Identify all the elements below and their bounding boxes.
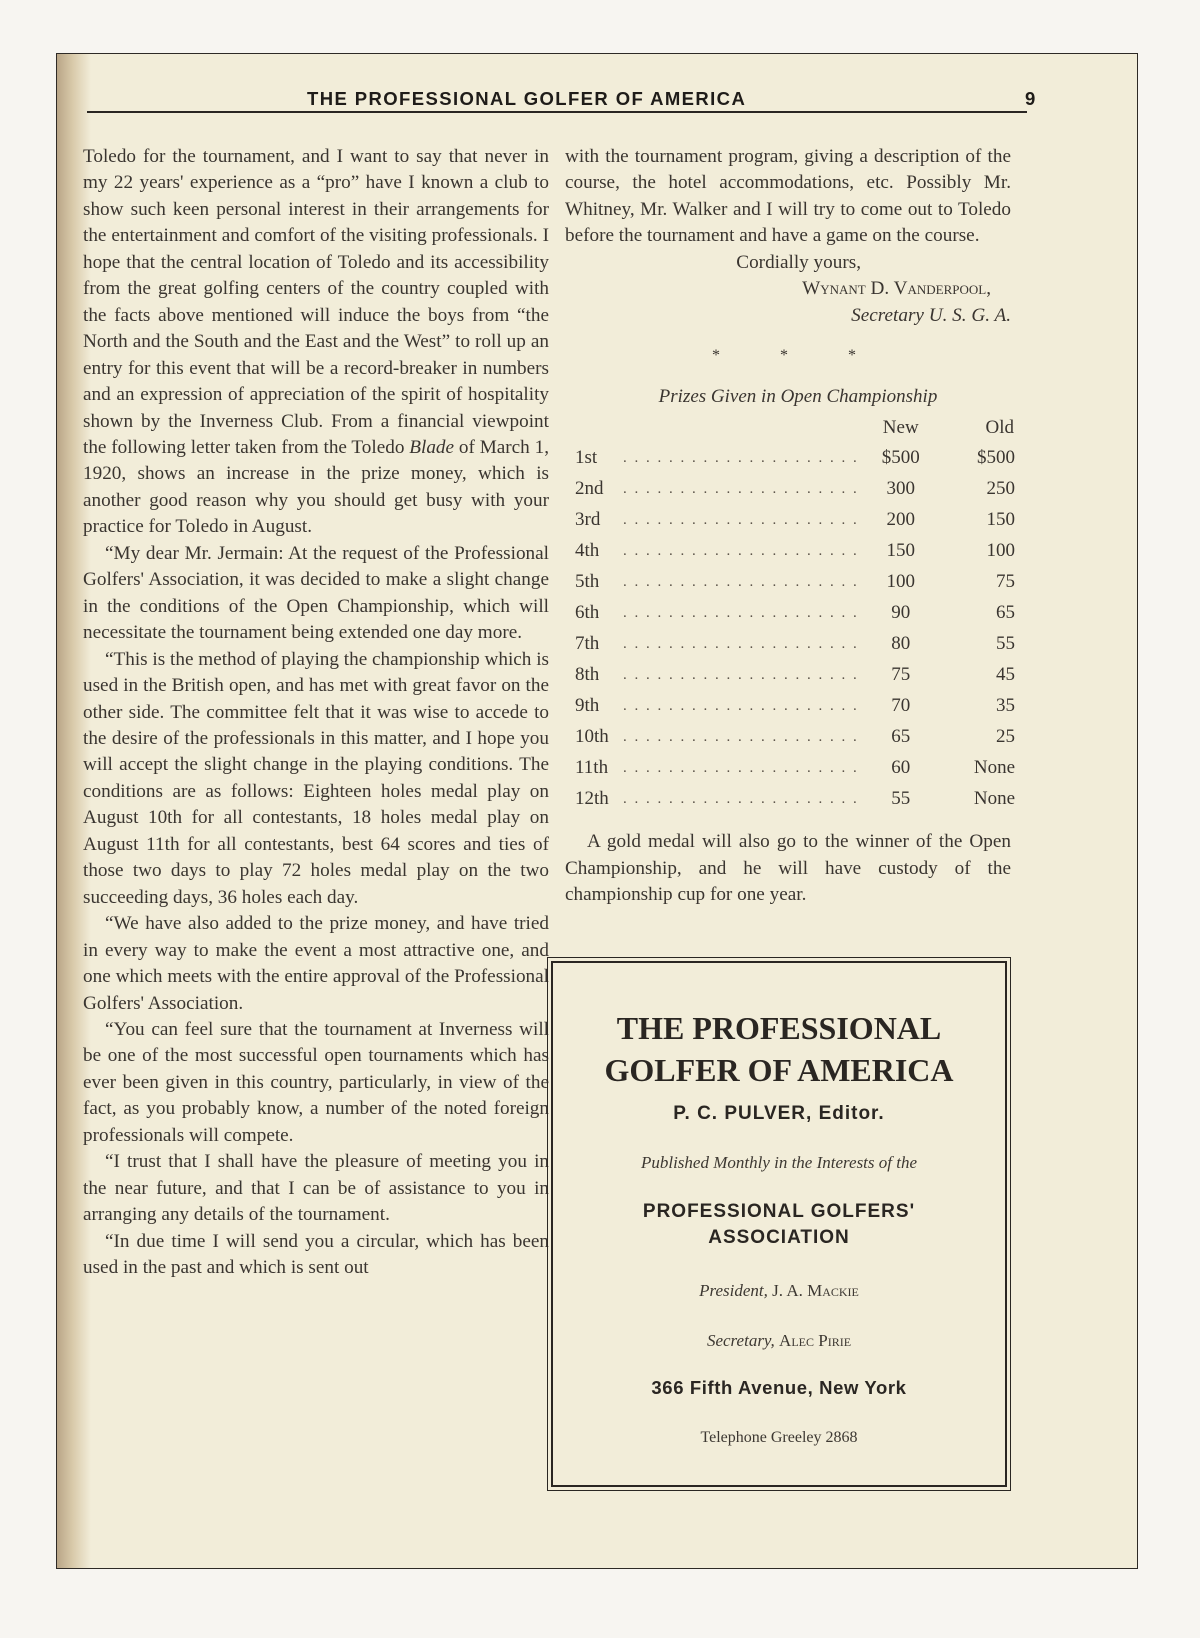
signature xyxy=(565,276,1011,302)
paragraph: “My dear Mr. Jermain: At the request of the Professional Golfers' Association, it was decided to make a slight change in the conditions of the Open Championship, which will necessitate the tournament being extended one day more. xyxy=(83,542,549,644)
prizes-heading: Prizes Given in Open Championship xyxy=(658,385,938,407)
prize-old-amount: None xyxy=(973,788,1015,810)
prize-place: 8th xyxy=(575,664,600,686)
letter-closing: Cordially yours, xyxy=(736,251,861,273)
leader-dots: . . . . . . . . . . . . . . . . . . . . . xyxy=(623,512,859,529)
masthead-title-line: THE PROFESSIONAL xyxy=(616,1010,942,1046)
running-header-title: THE PROFESSIONAL GOLFER OF AMERICA xyxy=(307,88,747,109)
prize-old-amount: 25 xyxy=(996,726,1015,748)
prize-place: 10th xyxy=(575,726,609,748)
prize-old-amount: 100 xyxy=(986,540,1015,562)
masthead-title xyxy=(553,1007,1005,1091)
prize-new-amount: $500 xyxy=(881,447,920,469)
paragraph-text: of March 1, 1920, shows an increase in the prize money, which is another good reason why you should get busy with your practice for Toledo in August. xyxy=(83,436,550,538)
prize-row xyxy=(575,443,1015,474)
prize-old-amount: $500 xyxy=(977,447,1015,469)
prize-row xyxy=(575,784,1015,815)
column-header-old: Old xyxy=(985,417,1014,439)
masthead-association xyxy=(553,1199,1005,1251)
prize-new-amount: 200 xyxy=(886,509,915,531)
leader-dots: . . . . . . . . . . . . . . . . . . . . . xyxy=(623,636,859,653)
leader-dots: . . . . . . . . . . . . . . . . . . . . . xyxy=(623,543,859,560)
prize-place: 3rd xyxy=(575,509,601,531)
right-column xyxy=(565,144,1015,908)
masthead-box xyxy=(551,961,1007,1487)
prize-place: 7th xyxy=(575,633,600,655)
prize-row xyxy=(575,598,1015,629)
prizes-table xyxy=(575,414,1015,815)
prize-new-amount: 70 xyxy=(891,695,911,717)
prize-row xyxy=(575,474,1015,505)
prize-place: 9th xyxy=(575,695,600,717)
association-line: PROFESSIONAL GOLFERS' xyxy=(642,1201,916,1222)
masthead-editor: P. C. PULVER, Editor. xyxy=(673,1103,885,1124)
prize-row xyxy=(575,629,1015,660)
paragraph: “We have also added to the prize money, and have tried in every way to make the event a most attractive one, and one which meets with the entire approval of the Professional Golfers' Association. xyxy=(83,913,549,1014)
prize-place: 12th xyxy=(575,788,609,810)
masthead-title-line: GOLFER OF AMERICA xyxy=(604,1052,954,1088)
masthead-telephone: Telephone Greeley 2868 xyxy=(700,1429,858,1446)
paragraph: “This is the method of playing the championship which is used in the British open, and has met with great favor on the other side. The committee felt that it was wise to accede to the desire of the professionals in this matter, and I hope you will accept the slight change in the playing conditions. The conditions are as follows: Eighteen holes medal play on August 10th for all contestants, 18 holes medal play on August 11th for all contestants, best 64 scores and ties of those two days to play 72 holes medal play on the two succeeding days, 36 holes each day. xyxy=(83,648,549,908)
prize-place: 5th xyxy=(575,571,600,593)
masthead-secretary xyxy=(553,1331,1005,1351)
prize-old-amount: 75 xyxy=(996,571,1015,593)
prize-place: 4th xyxy=(575,540,600,562)
prize-old-amount: 250 xyxy=(986,478,1015,500)
prize-new-amount: 60 xyxy=(891,757,911,779)
prize-row xyxy=(575,691,1015,722)
prize-old-amount: 35 xyxy=(996,695,1015,717)
prize-row xyxy=(575,536,1015,567)
prize-place: 6th xyxy=(575,602,600,624)
prize-old-amount: 65 xyxy=(996,602,1015,624)
paragraph-text: Toledo for the tournament, and I want to say that never in my 22 years' experience as a “pro” have I known a club to show such keen personal interest in their arrangements for the entertainment and comfort of the visiting professionals. I hope that the central location of Toledo and its accessibility from the great golfing centers of the country coupled with the facts above mentioned will induce the boys from “the North and the South and the East and the West” to roll up an entry for this event that will be a record-breaker in numbers and an expression of appreciation of the spirit of hospitality shown by the Inverness Club. From a financial viewpoint the following letter taken from the Toledo xyxy=(83,146,549,458)
masthead-president xyxy=(553,1281,1005,1301)
paragraph xyxy=(83,144,549,541)
prize-new-amount: 65 xyxy=(891,726,911,748)
association-line: ASSOCIATION xyxy=(708,1227,850,1248)
leader-dots: . . . . . . . . . . . . . . . . . . . . . xyxy=(623,729,859,746)
prize-place: 1st xyxy=(575,447,598,469)
secretary-name: Alec Pirie xyxy=(779,1331,852,1350)
prize-new-amount: 55 xyxy=(891,788,911,810)
prizes-table-header xyxy=(575,414,1015,443)
leader-dots: . . . . . . . . . . . . . . . . . . . . . xyxy=(623,481,859,498)
newspaper-name: Blade xyxy=(409,436,455,458)
prize-row xyxy=(575,722,1015,753)
paragraph: “In due time I will send you a circular, which has been used in the past and which is sent out xyxy=(83,1230,549,1279)
leader-dots: . . . . . . . . . . . . . . . . . . . . . xyxy=(623,667,859,684)
president-label: President, xyxy=(699,1281,768,1300)
header-rule xyxy=(87,111,1027,113)
prize-row xyxy=(575,505,1015,536)
page-number: 9 xyxy=(1025,88,1036,109)
prize-new-amount: 100 xyxy=(886,571,915,593)
leader-dots: . . . . . . . . . . . . . . . . . . . . . xyxy=(623,698,859,715)
letter-ending: with the tournament program, giving a description of the course, the hotel accommodations, etc. Possibly Mr. Whitney, Mr. Walker and I will try to come out to Toledo before the tournament and have a game on the course. xyxy=(565,146,1011,247)
leader-dots: . . . . . . . . . . . . . . . . . . . . . xyxy=(623,450,859,467)
leader-dots: . . . . . . . . . . . . . . . . . . . . . xyxy=(623,605,859,622)
leader-dots: . . . . . . . . . . . . . . . . . . . . . xyxy=(623,574,859,591)
prize-new-amount: 150 xyxy=(886,540,915,562)
prize-new-amount: 300 xyxy=(886,478,915,500)
prize-old-amount: None xyxy=(973,757,1015,779)
secretary-label: Secretary, xyxy=(706,1331,775,1350)
prize-new-amount: 90 xyxy=(891,602,911,624)
masthead-published-note: Published Monthly in the Interests of the xyxy=(640,1153,918,1172)
masthead-address: 366 Fifth Avenue, New York xyxy=(651,1377,907,1398)
prize-place: 11th xyxy=(575,757,609,779)
leader-dots: . . . . . . . . . . . . . . . . . . . . . xyxy=(623,791,859,808)
column-header-new: New xyxy=(882,417,919,439)
prize-old-amount: 45 xyxy=(996,664,1015,686)
prize-old-amount: 55 xyxy=(996,633,1015,655)
prize-row xyxy=(575,753,1015,784)
prize-new-amount: 80 xyxy=(891,633,911,655)
prize-place: 2nd xyxy=(575,478,604,500)
president-name: J. A. Mackie xyxy=(772,1281,859,1300)
left-column xyxy=(83,144,549,1281)
magazine-page xyxy=(56,53,1138,1569)
prize-row xyxy=(575,660,1015,691)
gold-medal-note: A gold medal will also go to the winner of the Open Championship, and he will have custody of the championship cup for one year. xyxy=(565,831,1011,905)
paragraph: “I trust that I shall have the pleasure of meeting you in the near future, and that I can be of assistance to you in arranging any details of the tournament. xyxy=(83,1151,549,1226)
prize-old-amount: 150 xyxy=(986,509,1015,531)
signature-title: Secretary U. S. G. A. xyxy=(851,304,1011,326)
signature-name: Wynant D. Vanderpool, xyxy=(802,278,991,300)
paragraph: “You can feel sure that the tournament at Inverness will be one of the most successful open tournaments which has ever been given in this country, particularly, in view of the fact, as you probably know, a number of the noted foreign professionals will compete. xyxy=(83,1018,549,1146)
prize-row xyxy=(575,567,1015,598)
leader-dots: . . . . . . . . . . . . . . . . . . . . . xyxy=(623,760,859,777)
section-separator: * * * xyxy=(712,347,884,365)
prize-new-amount: 75 xyxy=(891,664,911,686)
